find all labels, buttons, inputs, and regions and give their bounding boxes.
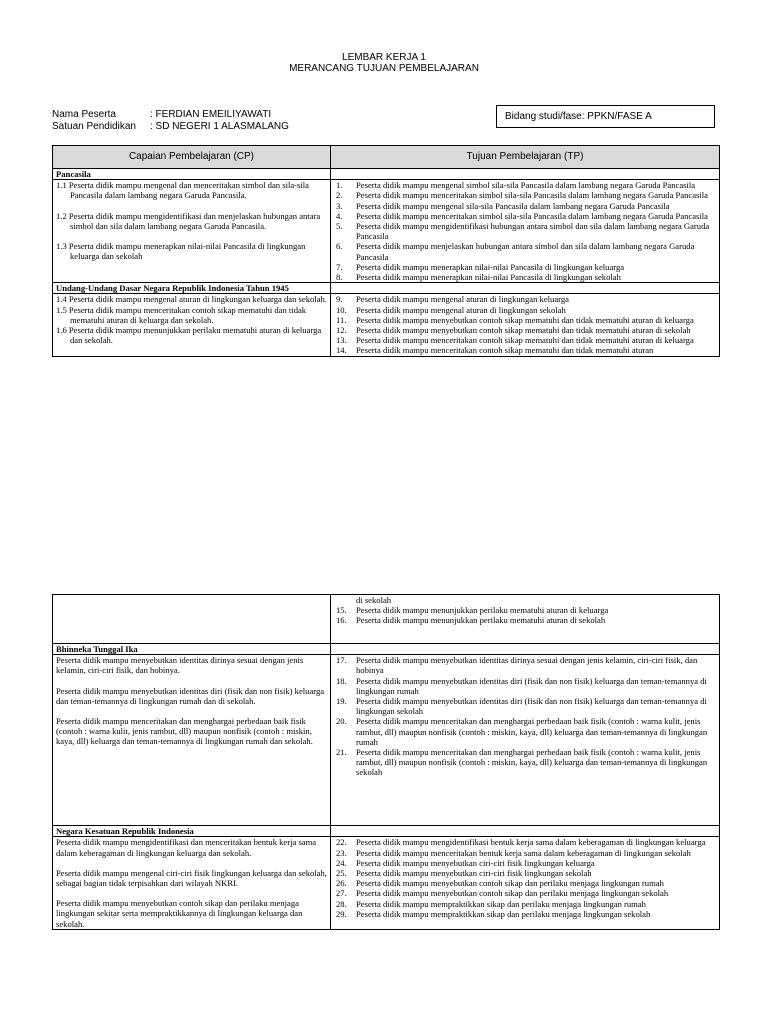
- empty-cell: [331, 283, 720, 294]
- tp-item: 16. Peserta didik mampu menunjukkan perilaku mematuhi aturan di sekolah: [336, 615, 606, 626]
- satuan-label: Satuan Pendidikan: [52, 121, 136, 132]
- tp-cell-uud: [331, 294, 720, 356]
- tp-item: 9. Peserta didik mampu mengenal aturan di lingkungan keluarga: [336, 294, 569, 305]
- tp-item: 14. Peserta didik mampu menceritakan contoh sikap mematuhi dan tidak mematuhi aturan: [336, 345, 654, 356]
- cp-item: Peserta didik mampu menceritakan dan menghargai perbedaan baik fisik (contoh : warna kulit, jenis rambut, dll) maupun nonfisik (contoh : miskin, kaya, dll) keluarga dan teman-temannya di lingkungan rumah dan sekolah.: [56, 716, 313, 747]
- section-title-nkri: Negara Kesatuan Republik Indonesia: [53, 826, 331, 837]
- tp-item: 23. Peserta didik mampu menceritakan bentuk kerja sama dalam keberagaman di lingkungan sekolah: [336, 847, 691, 858]
- section-title-uud: Undang-Undang Dasar Negara Republik Indonesia Tahun 1945: [53, 283, 331, 294]
- tp-cell-bhinneka: [331, 655, 720, 826]
- tp-item: 20. Peserta didik mampu menceritakan dan menghargai perbedaan baik fisik (contoh : warna kulit, jenis rambut, dll) maupun nonfisik (contoh : miskin, kaya, dll) keluarga dan teman-temannya di lingkungan rumah: [336, 716, 708, 747]
- cp-item: Peserta didik mampu menyebutkan contoh sikap dan perilaku menjaga lingkungan sekitar serta mempraktikkannya di lingkungan keluarga dan sekolah.: [56, 898, 303, 929]
- tp-item: 5. Peserta didik mampu mengidentifikasi hubungan antara simbol dan sila dalam lambang negara Garuda Pancasila: [336, 221, 710, 242]
- bidang-studi-box: Bidang studi/fase: PPKN/FASE A: [496, 105, 715, 128]
- tp-item: 11. Peserta didik mampu menyebutkan contoh sikap mematuhi dan tidak mematuhi aturan di keluarga: [336, 314, 694, 325]
- empty-cell: [331, 169, 720, 180]
- tp-item: 21. Peserta didik mampu menceritakan dan menghargai perbedaan baik fisik (contoh : warna kulit, jenis rambut, dll) maupun nonfisik (contoh : miskin, kaya, dll) keluarga dan teman-temannya di lingkungan sekolah: [336, 747, 708, 778]
- cp-item: 1.5 Peserta didik mampu menceritakan contoh sikap mematuhi dan tidak mematuhi aturan di keluarga dan sekolah.: [56, 304, 307, 325]
- cp-tp-table-1: [52, 145, 720, 357]
- nama-value: : FERDIAN EMEILIYAWATI: [150, 109, 272, 120]
- tp-item: 1. Peserta didik mampu mengenal simbol sila-sila Pancasila dalam lambang negara Garuda Pancasila: [336, 180, 696, 191]
- cp-cell-nkri: [53, 837, 331, 929]
- nama-label: Nama Peserta: [52, 109, 116, 120]
- worksheet-title: LEMBAR KERJA 1: [342, 52, 426, 63]
- tp-item: 24. Peserta didik mampu menyebutkan ciri-ciri fisik lingkungan keluarga: [336, 857, 595, 868]
- worksheet-subtitle: MERANCANG TUJUAN PEMBELAJARAN: [289, 63, 479, 74]
- tp-cell-nkri: [331, 837, 720, 929]
- tp-item: 28. Peserta didik mampu mempraktikkan sikap dan perilaku menjaga lingkungan rumah: [336, 898, 646, 909]
- tp-item: 27. Peserta didik mampu menyebutkan contoh sikap dan perilaku menjaga lingkungan sekolah: [336, 888, 669, 899]
- tp-item: 12. Peserta didik mampu menyebutkan contoh sikap mematuhi dan tidak mematuhi aturan di sekolah: [336, 325, 691, 336]
- tp-cell-uud-continued: [331, 595, 720, 644]
- tp-continued-text: di sekolah: [356, 595, 392, 605]
- cp-cell-uud: [53, 294, 331, 356]
- tp-item: 17. Peserta didik mampu menyebutkan identitas dirinya sesuai dengan jenis kelamin, ciri-ciri fisik, dan hobinya: [336, 655, 698, 676]
- tp-item: 26. Peserta didik mampu menyebutkan contoh sikap dan perilaku menjaga lingkungan rumah: [336, 878, 664, 889]
- tp-item: 10. Peserta didik mampu mengenal aturan di lingkungan sekolah: [336, 304, 566, 315]
- cp-cell-pancasila: [53, 180, 331, 283]
- tp-item: 29. Peserta didik mampu mempraktikkan sikap dan perilaku menjaga lingkungan sekolah: [336, 908, 651, 919]
- tp-item: 13. Peserta didik mampu menceritakan contoh sikap mematuhi dan tidak mematuhi aturan di keluarga: [336, 335, 694, 346]
- tp-item: 4. Peserta didik mampu menceritakan simbol sila-sila Pancasila dalam lambang negara Garuda Pancasila: [336, 210, 708, 221]
- col-header-tp: Tujuan Pembelajaran (TP): [331, 146, 720, 169]
- col-header-cp: Capaian Pembelajaran (CP): [53, 146, 331, 169]
- empty-cell: [53, 595, 331, 644]
- cp-item: Peserta didik mampu menyebutkan identitas diri (fisik dan non fisik) keluarga dan teman-temannya di lingkungan rumah dan di sekolah.: [56, 685, 325, 706]
- cp-tp-table-2: [52, 594, 720, 930]
- section-title-pancasila: Pancasila: [53, 169, 331, 180]
- cp-cell-bhinneka: [53, 655, 331, 826]
- cp-item: 1.4 Peserta didik mampu mengenal aturan di lingkungan keluarga dan sekolah.: [56, 294, 327, 305]
- tp-item: 15. Peserta didik mampu menunjukkan perilaku mematuhi aturan di keluarga: [336, 605, 609, 616]
- cp-item: 1.3 Peserta didik mampu menerapkan nilai-nilai Pancasila di lingkungan keluarga dan sekolah: [56, 241, 306, 262]
- tp-item: 19. Peserta didik mampu menyebutkan identitas diri (fisik dan non fisik) keluarga dan teman-temannya di lingkungan sekolah: [336, 696, 707, 717]
- tp-item: 2. Peserta didik mampu menceritakan simbol sila-sila Pancasila dalam lambang negara Garuda Pancasila: [336, 190, 708, 201]
- tp-cell-pancasila: [331, 180, 720, 283]
- cp-item: Peserta didik mampu mengidentifikasi dan menceritakan bentuk kerja sama dalam keberagaman di lingkungan keluarga dan sekolah.: [56, 837, 317, 858]
- cp-item: Peserta didik mampu menyebutkan identitas dirinya sesuai dengan jenis kelamin, ciri-ciri fisik, dan hobinya.: [56, 655, 304, 676]
- tp-item: 3. Peserta didik mampu mengenal sila-sila Pancasila dalam lambang negara Garuda Pancasila: [336, 200, 670, 211]
- satuan-value: : SD NEGERI 1 ALASMALANG: [150, 121, 289, 132]
- cp-item: 1.2 Peserta didik mampu mengidentifikasi dan menjelaskan hubungan antara simbol dan sila dalam lambang negara Garuda Pancasila.: [56, 210, 321, 231]
- section-title-bhinneka: Bhinneka Tunggal Ika: [53, 644, 331, 655]
- tp-item: 18. Peserta didik mampu menyebutkan identitas diri (fisik dan non fisik) keluarga dan teman-temannya di lingkungan rumah: [336, 675, 707, 696]
- tp-item: 22. Peserta didik mampu mengidentifikasi bentuk kerja sama dalam keberagaman di lingkungan keluarga: [336, 837, 706, 848]
- tp-item: 6. Peserta didik mampu menjelaskan hubungan antara simbol dan sila dalam lambang negara Garuda Pancasila: [336, 241, 695, 262]
- tp-item: 8. Peserta didik mampu menerapkan nilai-nilai Pancasila di lingkungan sekolah: [336, 272, 621, 283]
- tp-item: 25. Peserta didik mampu menyebutkan ciri-ciri fisik lingkungan sekolah: [336, 868, 592, 879]
- cp-item: 1.1 Peserta didik mampu mengenal dan menceritakan simbol dan sila-sila Pancasila dalam lambang negara Garuda Pancasila.: [56, 180, 309, 201]
- empty-cell: [331, 644, 720, 655]
- tp-item: 7. Peserta didik mampu menerapkan nilai-nilai Pancasila di lingkungan keluarga: [336, 261, 625, 272]
- cp-item: Peserta didik mampu mengenal ciri-ciri fisik lingkungan keluarga dan sekolah, sebagai bagian tidak terpisahkan dari wilayah NKRI.: [56, 867, 327, 889]
- cp-item: 1.6 Peserta didik mampu menunjukkan perilaku mematuhi aturan di keluarga dan sekolah.: [56, 325, 322, 346]
- empty-cell: [331, 826, 720, 837]
